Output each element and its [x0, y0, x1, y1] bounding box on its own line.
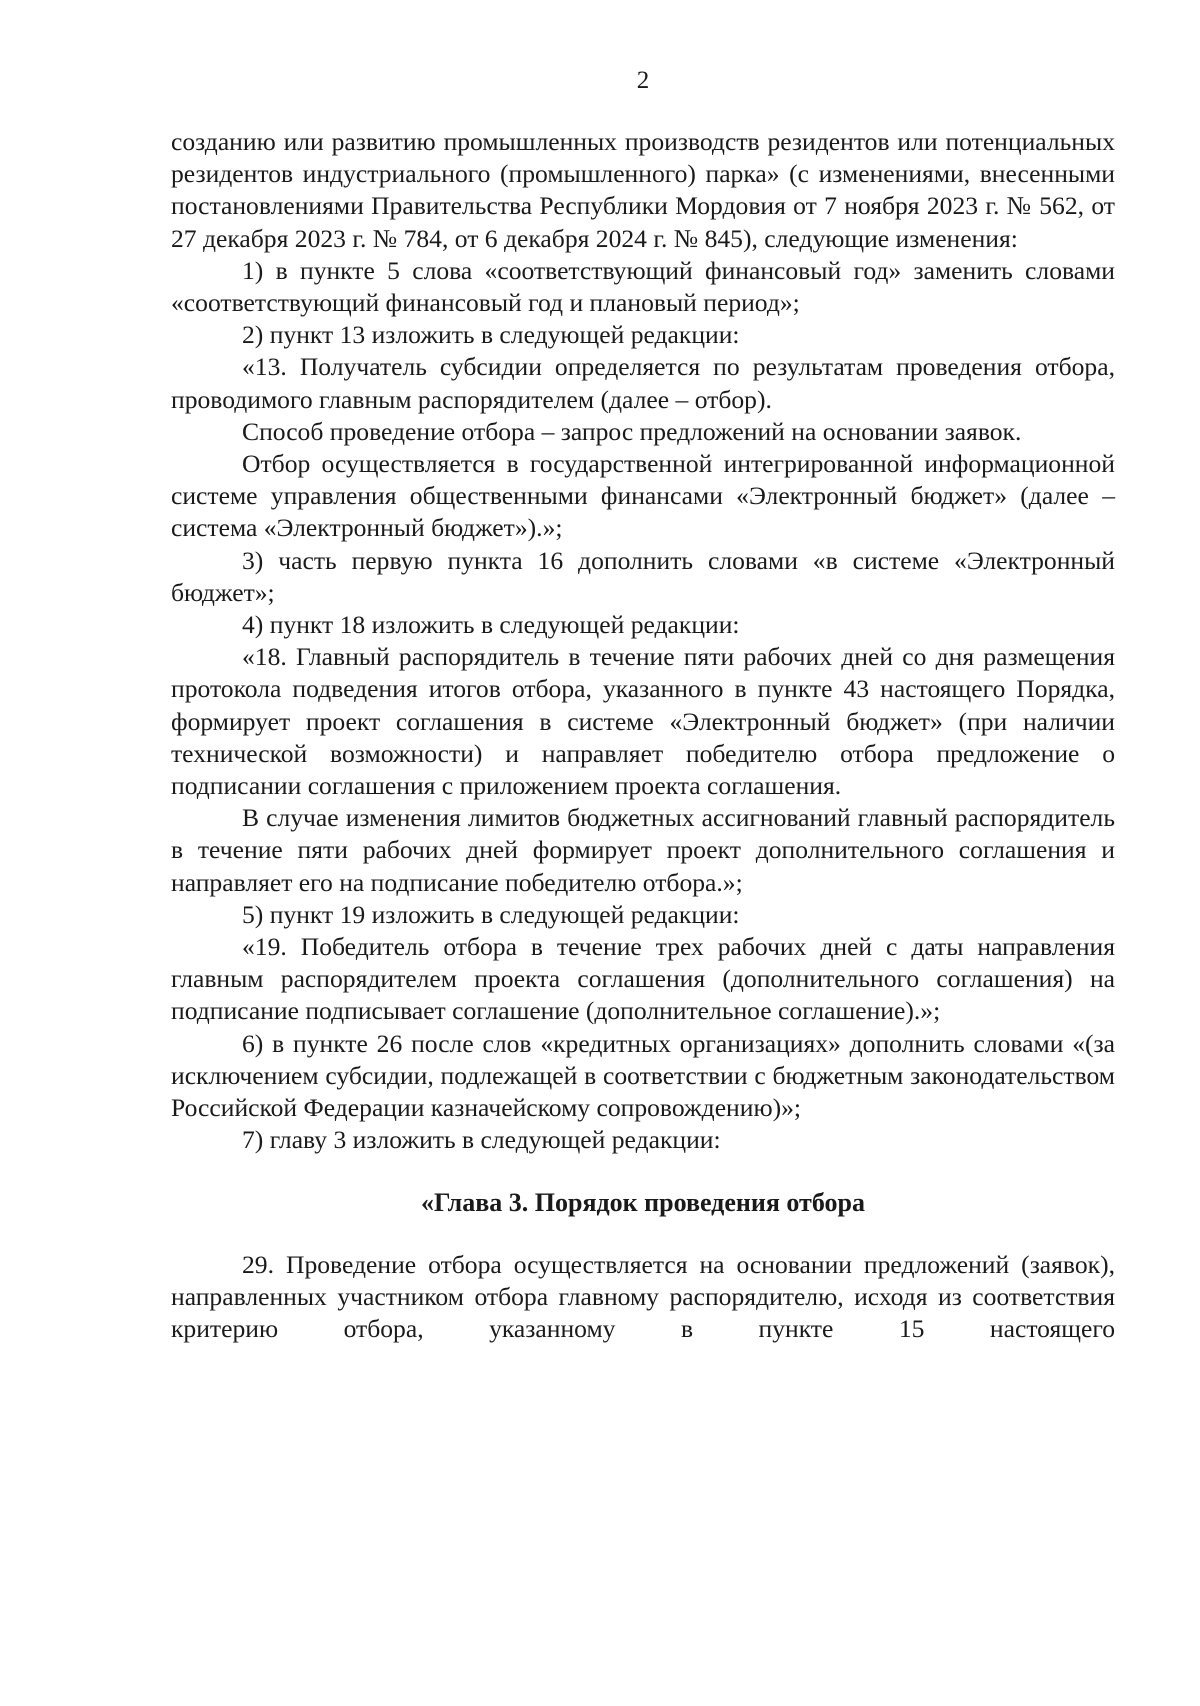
paragraph-item-7: 7) главу 3 изложить в следующей редакции: [242, 1125, 721, 1155]
paragraph-clause-13: «13. Получатель субсидии определяется по результатам проведения отбора, проводимого главным распорядителем (далее – отбор). [171, 352, 1115, 414]
chapter-heading: «Глава 3. Порядок проведения отбора [421, 1187, 865, 1217]
paragraph-item-1: 1) в пункте 5 слова «соответствующий финансовый год» заменить словами «соответствующий финансовый год и плановый период»; [171, 255, 1115, 318]
paragraph-selection-system: Отбор осуществляется в государственной интегрированной информационной системе управления общественными финансами «Электронный бюджет» (далее – система «Электронный бюджет»).»; [171, 449, 1115, 543]
paragraph-intro: созданию или развитию промышленных производств резидентов или потенциальных резидентов индустриального (промышленного) парка» (с изменениями, внесенными постановлениями Правительства Республики Мордовия от 7 ноября 2023 г. № 562, от 27 декабря 2023 г. № 784, от 6 декабря 2024 г. № 845), следующие изменения: [171, 127, 1115, 253]
document-body [171, 126, 1115, 1345]
paragraph-item-4: 4) пункт 18 изложить в следующей редакции: [242, 610, 740, 640]
paragraph-clause-19: «19. Победитель отбора в течение трех рабочих дней с даты направления главным распорядителем проекта соглашения (дополнительного соглашения) на подписание подписывает соглашение (дополнительное соглашение).»; [171, 932, 1115, 1026]
paragraph-budget-limits: В случае изменения лимитов бюджетных ассигнований главный распорядитель в течение пяти рабочих дней формирует проект дополнительного соглашения и направляет его на подписание победителю отбора.»; [171, 803, 1115, 897]
paragraph-item-2: 2) пункт 13 изложить в следующей редакции: [242, 320, 740, 350]
paragraph-clause-29: 29. Проведение отбора осуществляется на основании предложений (заявок), направленных участником отбора главному распорядителю, исходя из соответствия критерию отбора, указанному в пункте 15 настоящего [171, 1249, 1115, 1343]
paragraph-item-3: 3) часть первую пункта 16 дополнить словами «в системе «Электронный бюджет»; [171, 545, 1115, 607]
paragraph-item-5: 5) пункт 19 изложить в следующей редакции: [242, 899, 740, 929]
paragraph-item-6: 6) в пункте 26 после слов «кредитных организациях» дополнить словами «(за исключением субсидии, подлежащей в соответствии с бюджетным законодательством Российской Федерации казначейскому сопровождению)»; [171, 1028, 1115, 1123]
page-number: 2 [636, 67, 650, 94]
paragraph-clause-18: «18. Главный распорядитель в течение пяти рабочих дней со дня размещения протокола подведения итогов отбора, указанного в пункте 43 настоящего Порядка, формирует проект соглашения в системе «Электронный бюджет» (при наличии технической возможности) и направляет победителю отбора предложение о подписании соглашения с приложением проекта соглашения. [171, 642, 1115, 801]
paragraph-selection-method: Способ проведение отбора – запрос предложений на основании заявок. [242, 416, 1022, 446]
